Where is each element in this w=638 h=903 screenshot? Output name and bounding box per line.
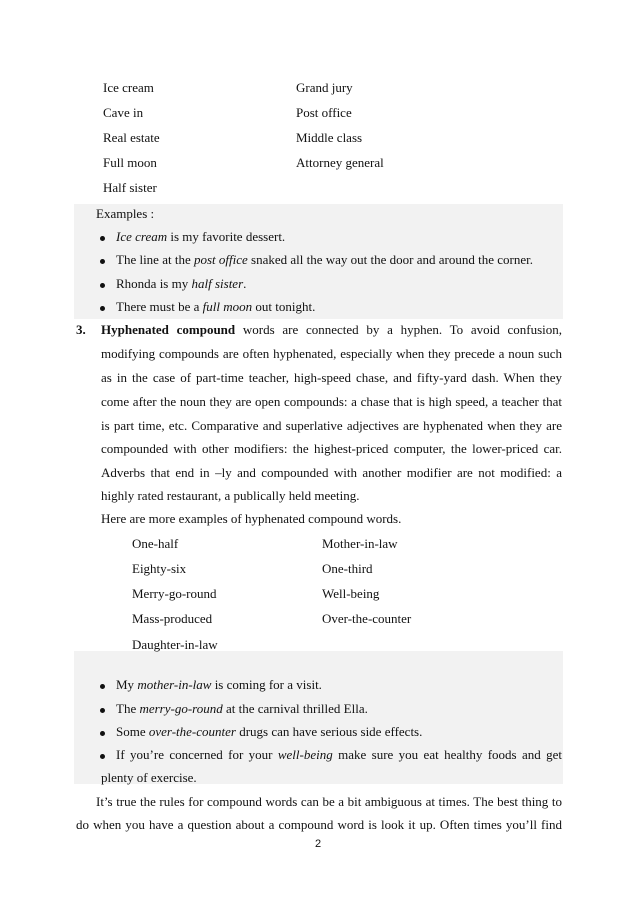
example-sentence: If you’re concerned for your well-being make sure you eat healthy foods and get xyxy=(116,747,563,762)
bullet-icon xyxy=(100,708,105,713)
list-item: Mass-produced xyxy=(132,611,213,626)
section-term: Hyphenated compound xyxy=(101,322,236,337)
page-number: 2 xyxy=(315,838,322,850)
list-item: Eighty-six xyxy=(132,561,187,576)
examples-shade-bottom xyxy=(74,651,563,784)
paragraph-line: is part time, etc. Comparative and superlative adjectives are hyphenated when they are xyxy=(101,418,562,433)
example-sentence: There must be a full moon out tonight. xyxy=(116,299,316,314)
example-sentence-continuation: plenty of exercise. xyxy=(101,770,197,785)
list-item: Mother-in-law xyxy=(322,536,398,551)
examples-heading: Examples : xyxy=(96,206,155,221)
bullet-icon xyxy=(100,236,105,241)
bullet-icon xyxy=(100,684,105,689)
paragraph-line: come after the noun they are open compounds: a chase that is high speed, a teacher that xyxy=(101,394,562,409)
example-sentence: Rhonda is my half sister. xyxy=(116,276,247,291)
paragraph-line: Here are more examples of hyphenated compound words. xyxy=(101,511,402,526)
list-item: One-third xyxy=(322,561,373,576)
bullet-icon xyxy=(100,306,105,311)
list-item: Daughter-in-law xyxy=(132,637,218,652)
bullet-icon xyxy=(100,283,105,288)
paragraph-line: modifying compounds are often hyphenated, especially when they precede a noun such xyxy=(101,346,562,361)
example-sentence: Ice cream is my favorite dessert. xyxy=(116,229,286,244)
list-item: Merry-go-round xyxy=(132,586,217,601)
list-item: Cave in xyxy=(103,105,144,120)
example-sentence: My mother-in-law is coming for a visit. xyxy=(116,677,322,692)
bullet-icon xyxy=(100,754,105,759)
section-number: 3. xyxy=(76,322,86,337)
example-sentence: Some over-the-counter drugs can have serious side effects. xyxy=(116,724,423,739)
paragraph-line: Adverbs that end in –ly and compounded with another modifier are not modified: a xyxy=(101,465,562,480)
list-item: Post office xyxy=(296,105,352,120)
paragraph-line: It’s true the rules for compound words can be a bit ambiguous at times. The best thing to xyxy=(96,794,562,809)
example-sentence: The merry-go-round at the carnival thrilled Ella. xyxy=(116,701,368,716)
list-item: Half sister xyxy=(103,180,157,195)
list-item: Full moon xyxy=(103,155,157,170)
paragraph-line: do when you have a question about a compound word is look it up. Often times you’ll find xyxy=(76,817,562,832)
paragraph-line: compounded with other modifiers: the highest-priced computer, the lower-priced car. xyxy=(101,441,562,456)
bullet-icon xyxy=(100,259,105,264)
bullet-icon xyxy=(100,731,105,736)
paragraph-line: as in the case of part-time teacher, high-speed chase, and fifty-yard dash. When they xyxy=(101,370,562,385)
list-item: Well-being xyxy=(322,586,380,601)
list-item: Ice cream xyxy=(103,80,154,95)
list-item: Real estate xyxy=(103,130,160,145)
paragraph-line: Hyphenated compound words are connected by a hyphen. To avoid confusion, xyxy=(101,322,563,337)
list-item: Over-the-counter xyxy=(322,611,412,626)
example-sentence: The line at the post office snaked all the way out the door and around the corner. xyxy=(116,252,533,267)
paragraph-line: highly rated restaurant, a publically held meeting. xyxy=(101,488,360,503)
list-item: Attorney general xyxy=(296,155,384,170)
list-item: Middle class xyxy=(296,130,363,145)
list-item: Grand jury xyxy=(296,80,353,95)
list-item: One-half xyxy=(132,536,179,551)
